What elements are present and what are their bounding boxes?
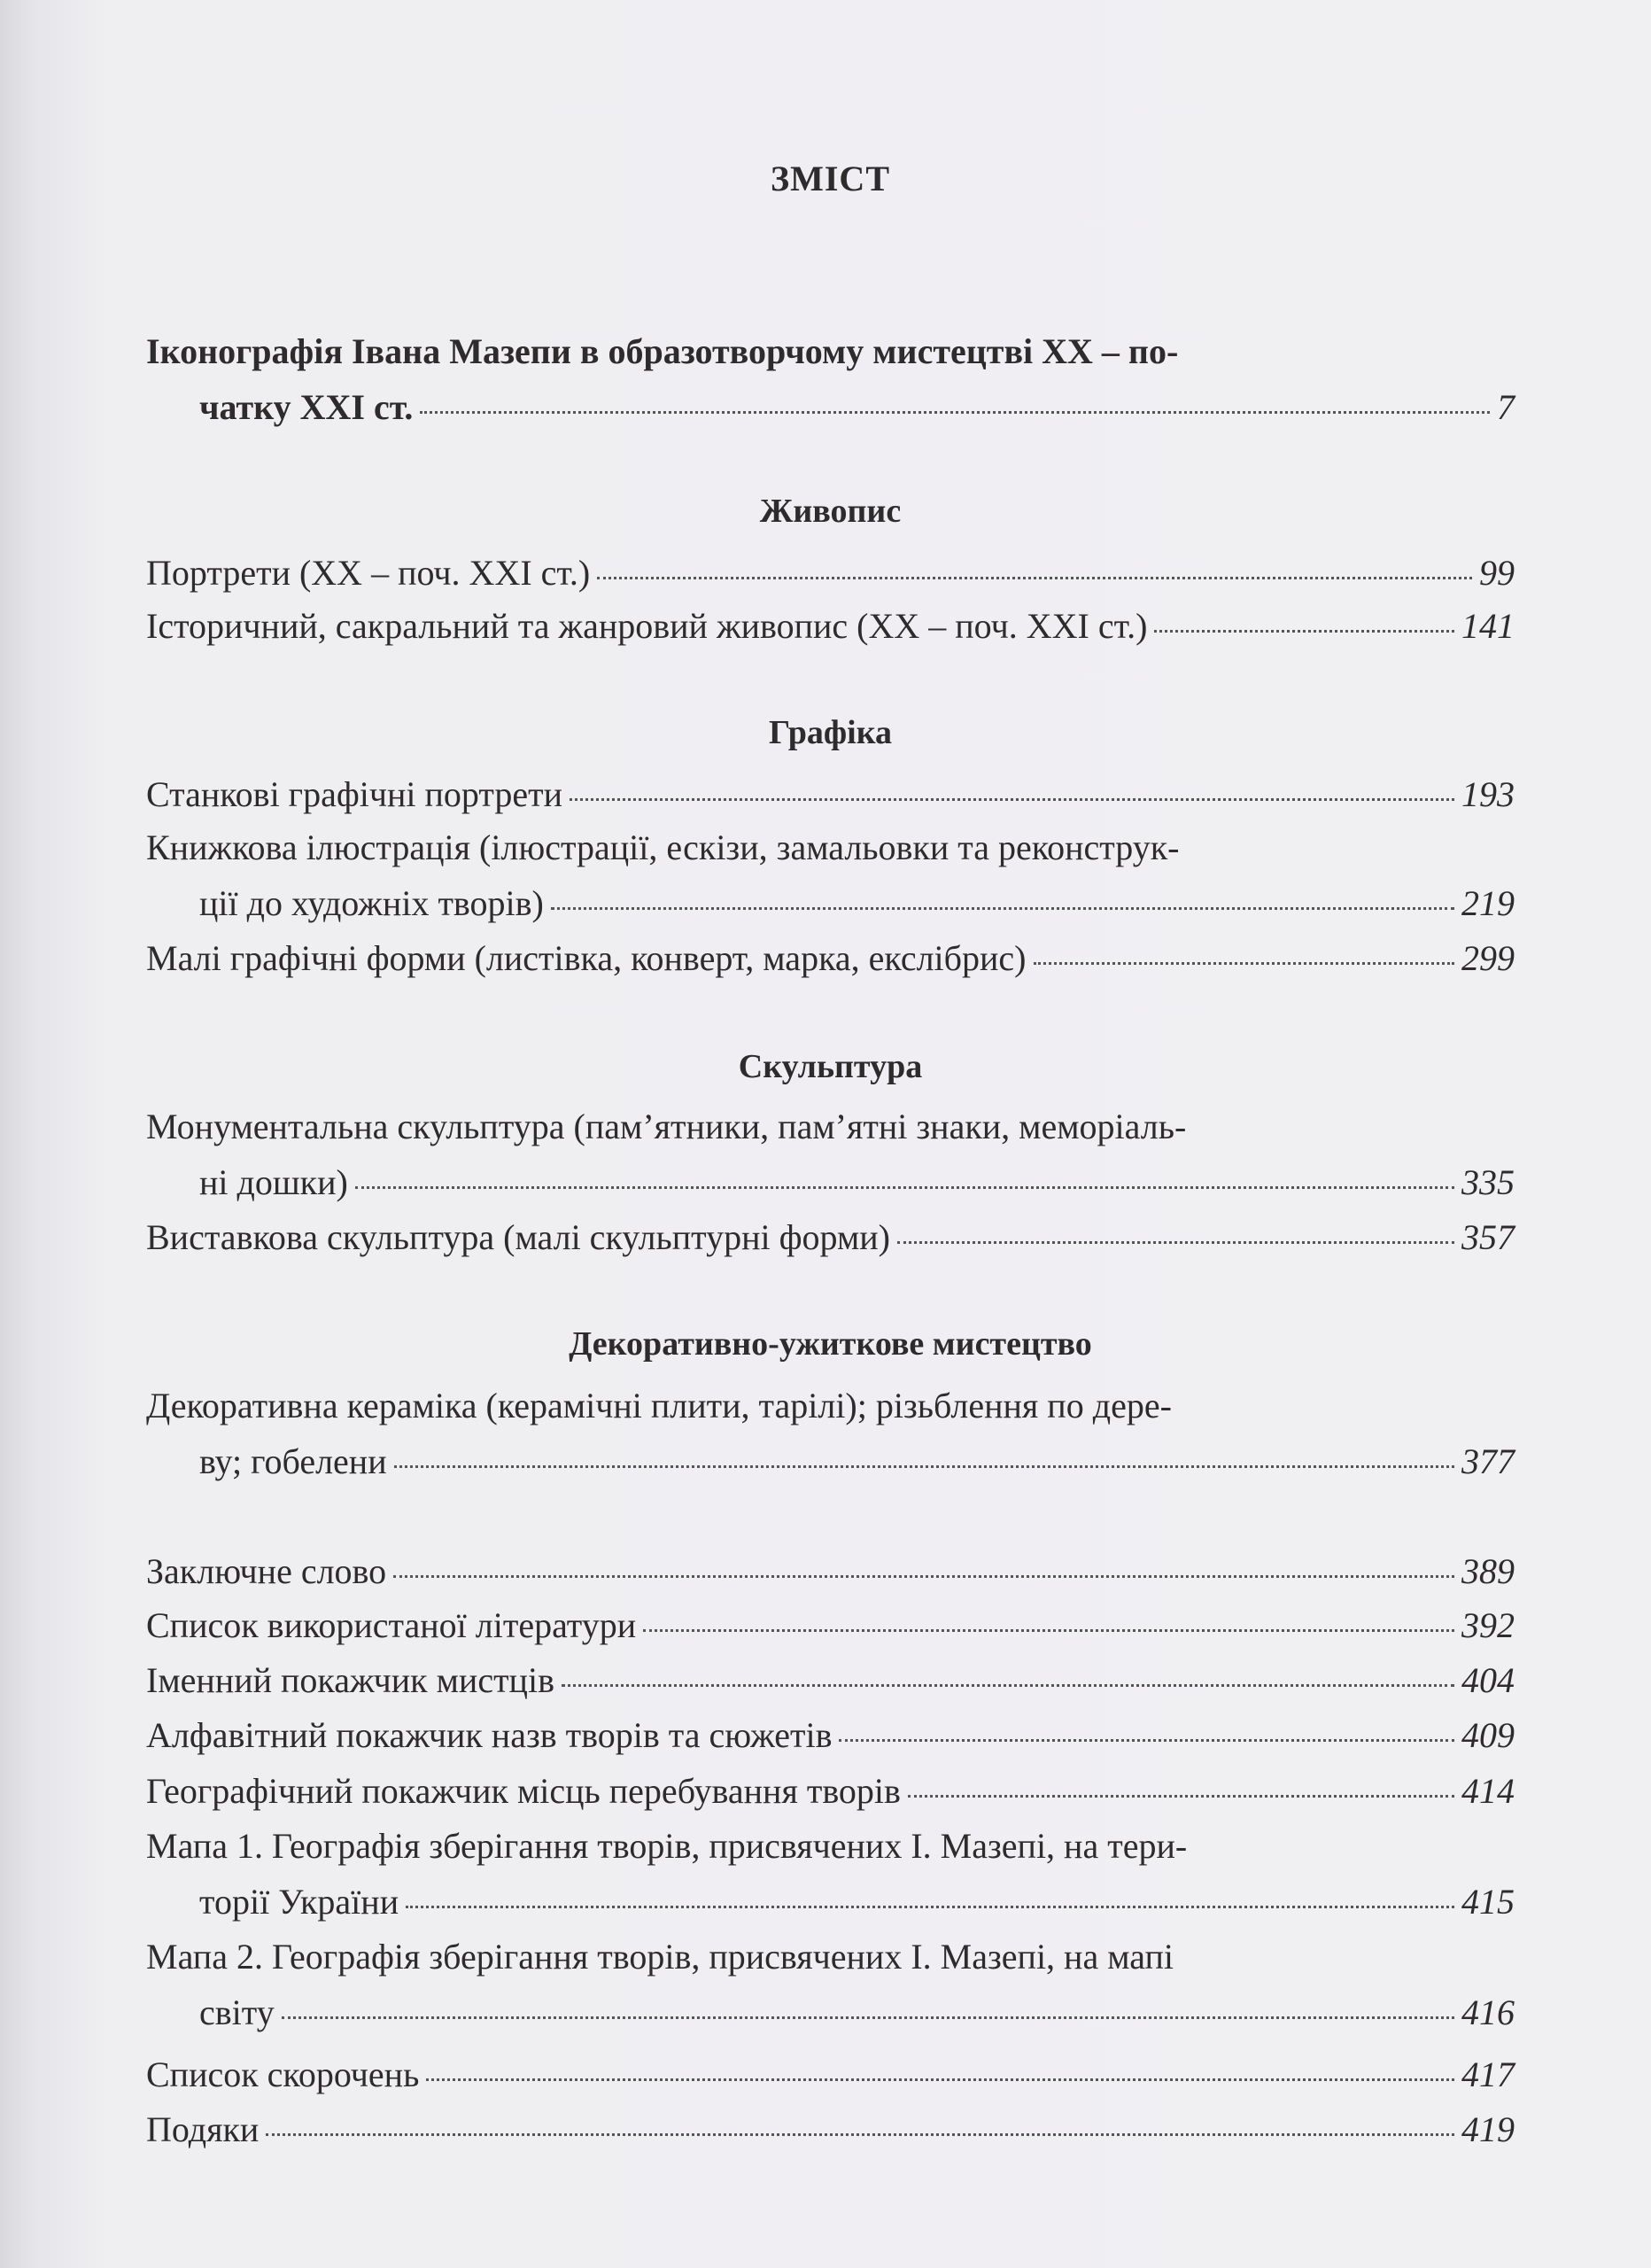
- dot-leader: [406, 1906, 1454, 1908]
- toc-entry-text: Виставкова скульптура (малі скульптурні форми): [146, 1217, 890, 1257]
- dot-leader: [282, 2016, 1454, 2019]
- toc-entry: [146, 1543, 1515, 1599]
- page-number: 416: [1461, 1992, 1515, 2032]
- page-number: 299: [1461, 938, 1515, 978]
- page-number: 335: [1461, 1162, 1515, 1202]
- toc-entry-text-line2: світу: [199, 1992, 275, 2032]
- toc-entry: [146, 930, 1515, 986]
- dot-leader: [266, 2133, 1454, 2136]
- toc-entry-text-line1: Монументальна скульптура (пам’ятники, пам’ятні знаки, меморіаль-: [146, 1107, 1187, 1146]
- toc-entry-text: Алфавітний покажчик назв творів та сюжетів: [146, 1715, 833, 1755]
- page-number: 7: [1497, 387, 1515, 427]
- toc-entry: [146, 1209, 1515, 1265]
- section-heading-graphics: Графіка: [768, 714, 893, 751]
- toc-entry-text: Станкові графічні портрети: [146, 774, 562, 814]
- page-number: 414: [1461, 1771, 1515, 1811]
- toc-entry-text-line2: ції до художніх творів): [199, 883, 544, 923]
- toc-entry-text-line1: Мапа 1. Географія зберігання творів, присвячених І. Мазепі, на тери-: [146, 1826, 1188, 1866]
- dot-leader: [839, 1739, 1454, 1742]
- dot-leader: [393, 1575, 1454, 1578]
- toc-entry-text-line2: торії України: [199, 1882, 399, 1922]
- toc-entry-text: Список скорочень: [146, 2054, 420, 2094]
- page-number: 404: [1461, 1660, 1515, 1700]
- dot-leader: [1154, 630, 1454, 633]
- toc-entry-text: Історичний, сакральний та жанровий живопис (XX – поч. XXI ст.): [146, 606, 1148, 646]
- page-number: 141: [1461, 606, 1515, 646]
- toc-entry-text: Малі графічні форми (листівка, конверт, марка, екслібрис): [146, 938, 1027, 978]
- dot-leader: [597, 577, 1472, 579]
- toc-entry: [146, 1929, 1515, 2040]
- toc-entry: [146, 545, 1515, 601]
- dot-leader: [897, 1241, 1454, 1244]
- toc-entry-text-line1: Книжкова ілюстрація (ілюстрації, ескізи, замальовки та реконструк-: [146, 827, 1180, 867]
- toc-entry: [146, 1099, 1515, 1210]
- toc-entry: [146, 819, 1515, 931]
- page-title: ЗМІСТ: [771, 159, 890, 198]
- toc-entry: [146, 1652, 1515, 1708]
- toc-entry: [146, 1597, 1515, 1653]
- section-heading-sculpture: Скульптура: [738, 1048, 923, 1085]
- dot-leader: [562, 1684, 1454, 1687]
- page-number: 193: [1461, 774, 1515, 814]
- toc-entry-text: Список використаної літератури: [146, 1605, 637, 1645]
- toc-entry: [146, 598, 1515, 654]
- page-number: 389: [1461, 1551, 1515, 1591]
- toc-entry: [146, 1707, 1515, 1763]
- toc-entry-intro: [146, 323, 1515, 435]
- dot-leader: [908, 1795, 1454, 1798]
- toc-entry: [146, 1818, 1515, 1930]
- toc-entry-text: Заключне слово: [146, 1551, 387, 1591]
- page-number: 357: [1461, 1217, 1515, 1257]
- page-number: 417: [1461, 2054, 1515, 2094]
- toc-entry-text-line1: Іконографія Івана Мазепи в образотворчому мистецтві XX – по-: [146, 331, 1179, 371]
- page-number: 392: [1461, 1605, 1515, 1645]
- toc-entry-text-line2: ні дошки): [199, 1162, 348, 1202]
- dot-leader: [394, 1465, 1454, 1468]
- dot-leader: [426, 2078, 1454, 2081]
- dot-leader: [420, 411, 1490, 414]
- toc-entry: [146, 1378, 1515, 1489]
- dot-leader: [551, 907, 1454, 910]
- toc-entry-text: Подяки: [146, 2109, 260, 2149]
- page-number: 419: [1461, 2109, 1515, 2149]
- dot-leader: [570, 798, 1454, 801]
- toc-entry-text: Портрети (XX – поч. XXI ст.): [146, 553, 591, 593]
- toc-entry-text-line2: чатку XXI ст.: [199, 387, 414, 427]
- dot-leader: [355, 1186, 1454, 1189]
- section-heading-decorative: Декоративно-ужиткове мистецтво: [569, 1325, 1092, 1363]
- section-heading-painting: Живопис: [759, 493, 902, 530]
- toc-entry: [146, 766, 1515, 822]
- dot-leader: [1034, 962, 1455, 965]
- toc-entry-text: Іменний покажчик мистців: [146, 1660, 554, 1700]
- page-number: 377: [1461, 1441, 1515, 1481]
- toc-entry: [146, 1763, 1515, 1819]
- toc-entry-text: Географічний покажчик місць перебування творів: [146, 1771, 901, 1811]
- page-number: 219: [1461, 883, 1515, 923]
- page-number: 409: [1461, 1715, 1515, 1755]
- toc-entry: [146, 2101, 1515, 2157]
- toc-entry-text-line1: Декоративна кераміка (керамічні плити, тарілі); різьблення по дере-: [146, 1386, 1172, 1425]
- dot-leader: [643, 1629, 1454, 1632]
- toc-entry-text-line1: Мапа 2. Географія зберігання творів, присвячених І. Мазепі, на мапі: [146, 1937, 1174, 1977]
- toc-entry-text-line2: ву; гобелени: [199, 1441, 387, 1481]
- page-number: 99: [1479, 553, 1515, 593]
- page-number: 415: [1461, 1882, 1515, 1922]
- toc-entry: [146, 2047, 1515, 2102]
